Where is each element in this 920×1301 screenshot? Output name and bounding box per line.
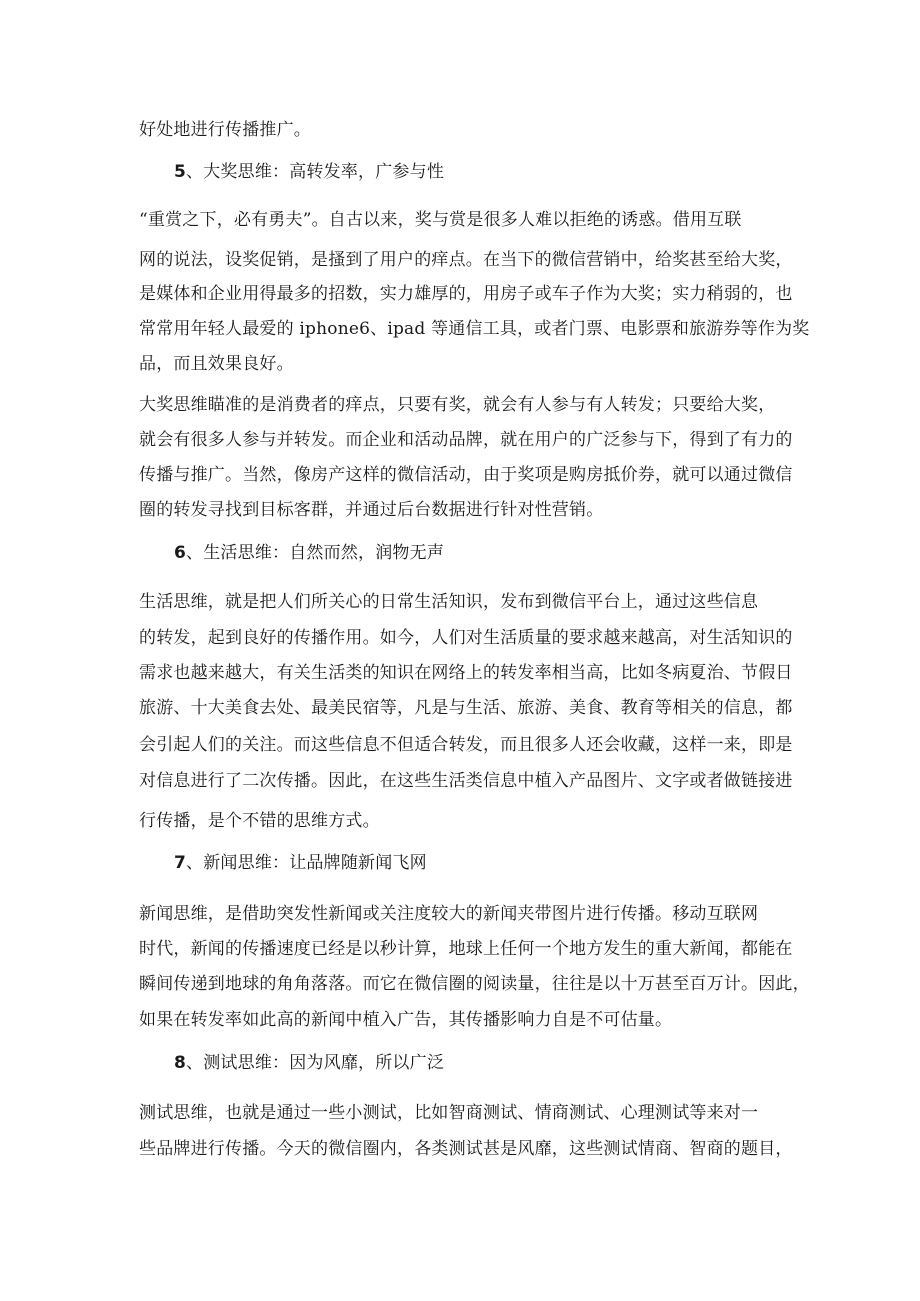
body-line: 网的说法，设奖促销，是搔到了用户的痒点。在当下的微信营销中，给奖甚至给大奖， xyxy=(139,250,793,270)
body-line: 品，而且效果良好。 xyxy=(139,354,294,374)
heading-number: 6 xyxy=(174,543,187,563)
body-line: 如果在转发率如此高的新闻中植入广告，其传播影响力自是不可估量。 xyxy=(139,1010,673,1030)
section-heading-7 xyxy=(174,851,829,875)
body-line: 圈的转发寻找到目标客群，并通过后台数据进行针对性营销。 xyxy=(139,500,604,520)
body-line: 就会有很多人参与并转发。而企业和活动品牌，就在用户的广泛参与下，得到了有力的 xyxy=(139,430,793,450)
body-line: 需求也越来越大，有关生活类的知识在网络上的转发率相当高，比如冬病夏治、节假日 xyxy=(139,663,793,683)
heading-number: 5 xyxy=(174,162,187,182)
section-heading-6 xyxy=(174,541,829,565)
section-heading-5 xyxy=(174,160,829,184)
heading-text: 、新闻思维：让品牌随新闻飞网 xyxy=(186,853,427,873)
section-heading-8 xyxy=(174,1051,829,1075)
heading-text: 、生活思维：自然而然，润物无声 xyxy=(186,543,445,563)
heading-text: 、测试思维：因为风靡，所以广泛 xyxy=(186,1053,445,1073)
body-line: 传播与推广。当然，像房产这样的微信活动，由于奖项是购房抵价券，就可以通过微信 xyxy=(139,465,793,485)
body-line: 行传播，是个不错的思维方式。 xyxy=(139,811,380,831)
body-line: 对信息进行了二次传播。因此，在这些生活类信息中植入产品图片、文字或者做链接进 xyxy=(139,771,793,791)
body-line: 时代，新闻的传播速度已经是以秒计算，地球上任何一个地方发生的重大新闻，都能在 xyxy=(139,939,793,959)
body-line: 是媒体和企业用得最多的招数，实力雄厚的，用房子或车子作为大奖；实力稍弱的，也 xyxy=(139,284,793,304)
body-line: 瞬间传递到地球的角角落落。而它在微信圈的阅读量，往往是以十万甚至百万计。因此， xyxy=(139,974,810,994)
heading-number: 7 xyxy=(174,853,187,873)
body-line: 生活思维，就是把人们所关心的日常生活知识，发布到微信平台上，通过这些信息 xyxy=(139,592,759,612)
body-line: 的转发，起到良好的传播作用。如今，人们对生活质量的要求越来越高，对生活知识的 xyxy=(139,628,793,648)
body-line: 大奖思维瞄准的是消费者的痒点，只要有奖，就会有人参与有人转发；只要给大奖， xyxy=(139,395,776,415)
heading-text: 、大奖思维：高转发率，广参与性 xyxy=(186,162,445,182)
body-line: 常常用年轻人最爱的 iphone6、ipad 等通信工具，或者门票、电影票和旅游券等作为奖 xyxy=(139,319,810,339)
body-line: 测试思维，也就是通过一些小测试，比如智商测试、情商测试、心理测试等来对一 xyxy=(139,1103,759,1123)
body-line: 会引起人们的关注。而这些信息不但适合转发，而且很多人还会收藏，这样一来，即是 xyxy=(139,735,793,755)
heading-number: 8 xyxy=(174,1053,187,1073)
body-line: 些品牌进行传播。今天的微信圈内，各类测试甚是风靡，这些测试情商、智商的题目， xyxy=(139,1139,793,1159)
body-line: 新闻思维，是借助突发性新闻或关注度较大的新闻夹带图片进行传播。移动互联网 xyxy=(139,904,759,924)
body-line: 好处地进行传播推广。 xyxy=(139,120,311,140)
body-line: “重赏之下，必有勇夫”。自古以来，奖与赏是很多人难以拒绝的诱惑。借用互联 xyxy=(139,210,742,230)
body-line: 旅游、十大美食去处、最美民宿等，凡是与生活、旅游、美食、教育等相关的信息，都 xyxy=(139,698,793,718)
